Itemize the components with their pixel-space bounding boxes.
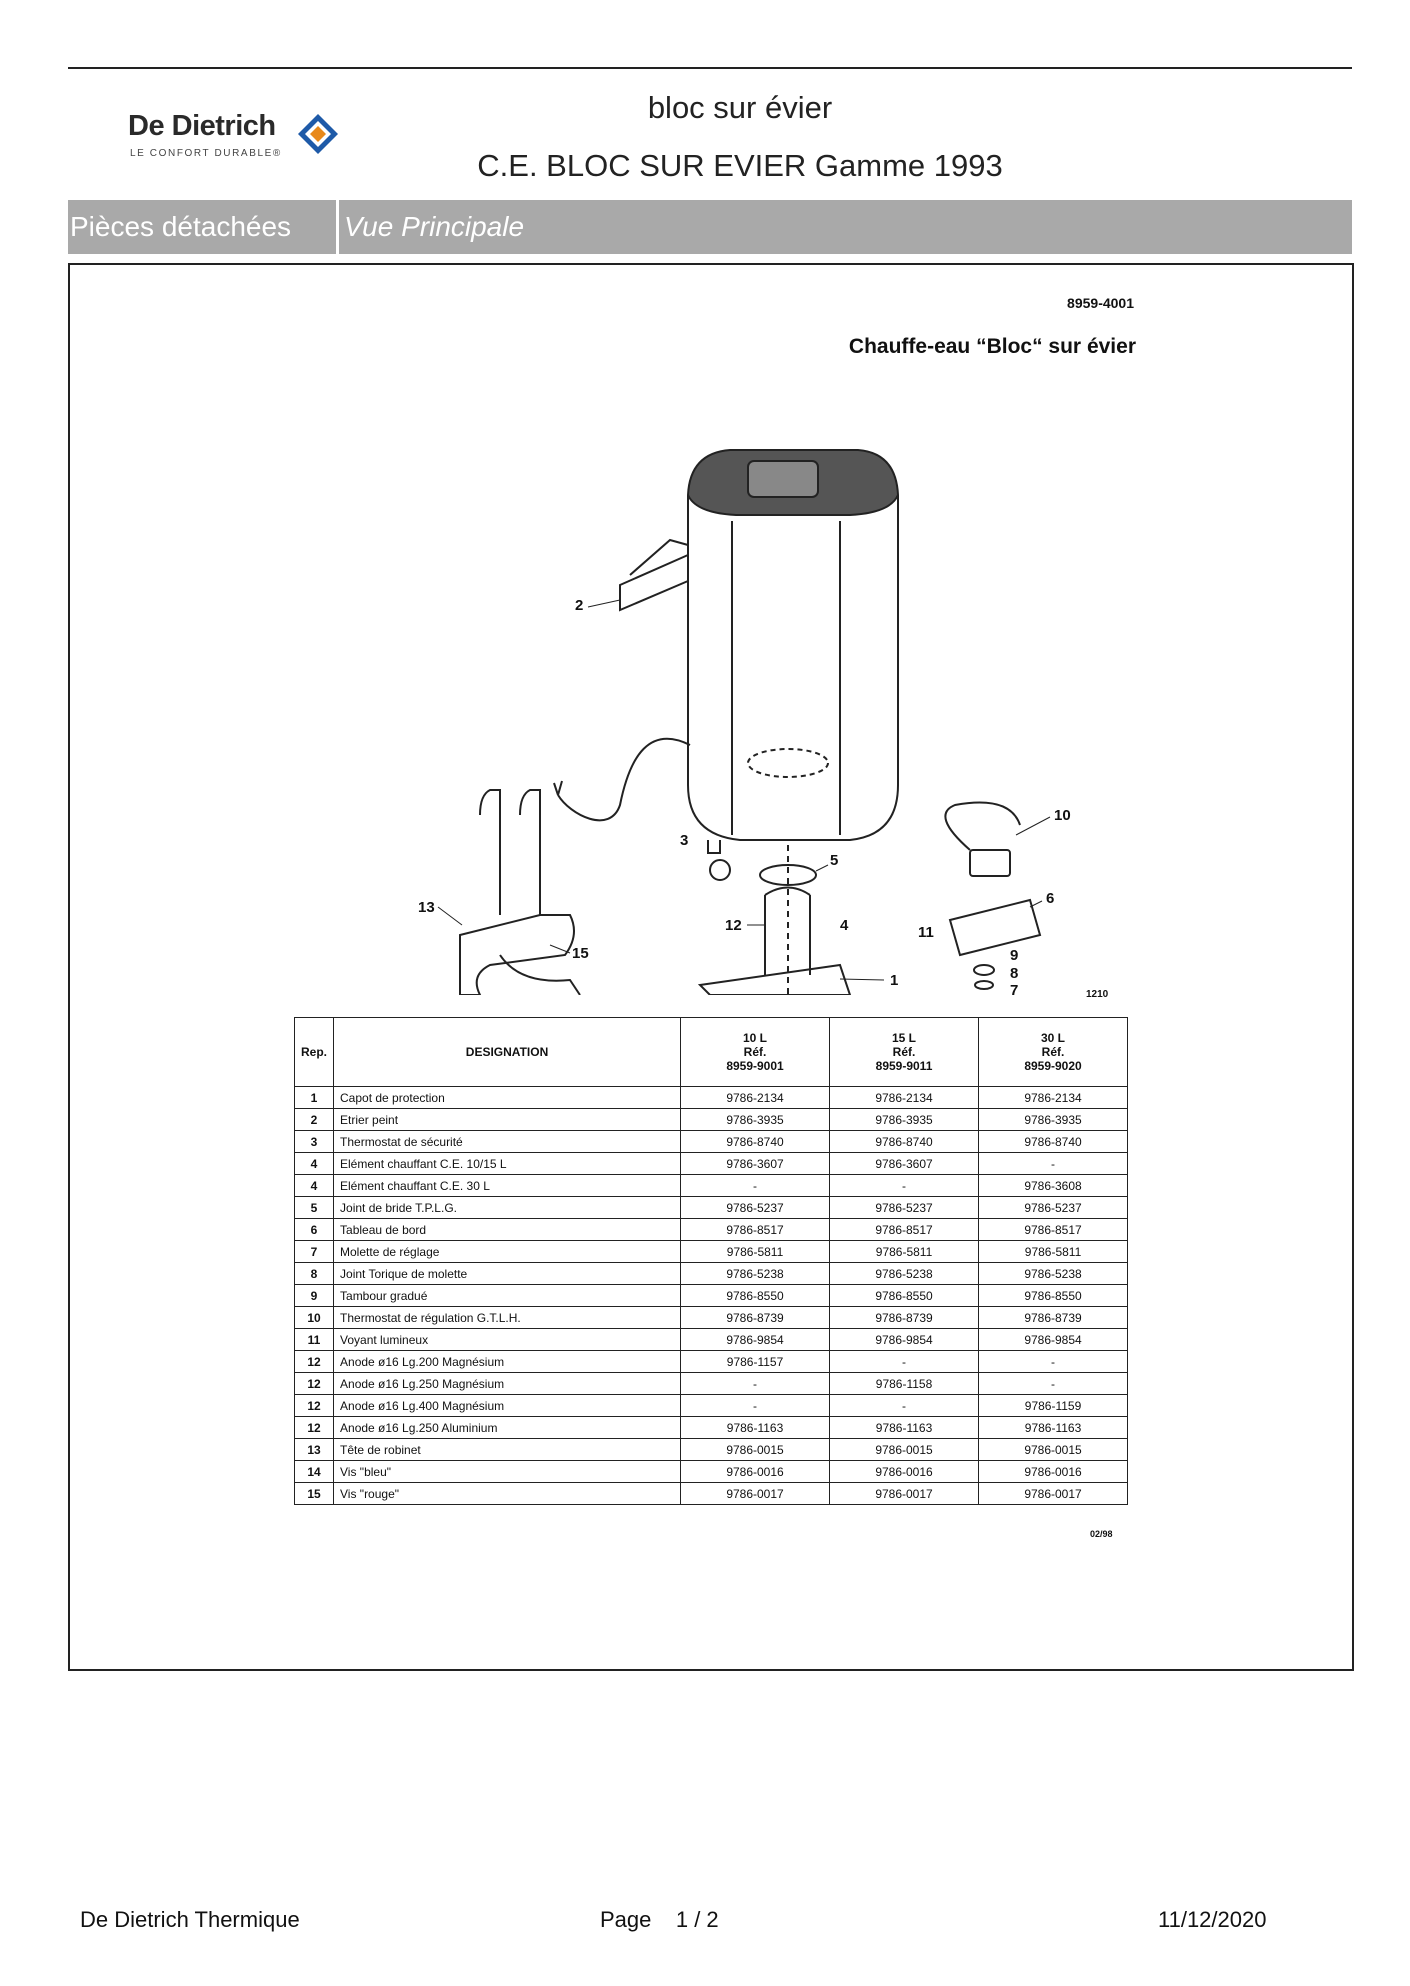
col-30l xyxy=(979,1018,1128,1087)
col-designation: DESIGNATION xyxy=(334,1018,681,1087)
col-ref-label: Réf. xyxy=(892,1045,916,1059)
cell-ref-15l: 9786-0017 xyxy=(830,1483,979,1505)
table-row xyxy=(295,1483,1128,1505)
section-label: Pièces détachées xyxy=(70,211,292,242)
document-title: Chauffe-eau “Bloc“ sur évier xyxy=(848,335,1136,358)
footer-page-number: 1 / 2 xyxy=(675,1907,719,1932)
cell-rep: 12 xyxy=(295,1351,334,1373)
cell-ref-10l: 9786-0015 xyxy=(681,1439,830,1461)
protective-cap xyxy=(700,965,850,995)
cell-designation: Vis "bleu" xyxy=(334,1461,681,1483)
logo-tagline: LE CONFORT DURABLE® xyxy=(130,148,282,159)
cell-rep: 4 xyxy=(295,1175,334,1197)
callout-2: 2 xyxy=(575,597,584,614)
cell-designation: Anode ø16 Lg.250 Magnésium xyxy=(334,1373,681,1395)
cell-rep: 12 xyxy=(295,1395,334,1417)
cell-ref-10l: 9786-1163 xyxy=(681,1417,830,1439)
cell-ref-30l: 9786-3608 xyxy=(979,1175,1128,1197)
col-10l xyxy=(681,1018,830,1087)
cell-ref-10l: - xyxy=(681,1373,830,1395)
table-row xyxy=(295,1241,1128,1263)
callout-1: 1 xyxy=(890,972,899,989)
cell-designation: Joint Torique de molette xyxy=(334,1263,681,1285)
table-row xyxy=(295,1461,1128,1483)
page-subtitle: C.E. BLOC SUR EVIER Gamme 1993 xyxy=(477,148,1003,183)
section-divider xyxy=(336,200,339,254)
exploded-view-diagram xyxy=(370,395,1150,995)
cell-designation: Capot de protection xyxy=(334,1087,681,1109)
cell-ref-15l: 9786-1163 xyxy=(830,1417,979,1439)
cell-ref-10l: 9786-8517 xyxy=(681,1219,830,1241)
diagram-code: 1210 xyxy=(1086,989,1109,1000)
callout-15: 15 xyxy=(572,945,589,962)
callout-9: 9 xyxy=(1010,947,1019,964)
cell-ref-10l: 9786-3935 xyxy=(681,1109,830,1131)
cell-rep: 9 xyxy=(295,1285,334,1307)
cell-ref-10l: 9786-2134 xyxy=(681,1087,830,1109)
cell-rep: 15 xyxy=(295,1483,334,1505)
cell-rep: 2 xyxy=(295,1109,334,1131)
col-ref: 8959-9011 xyxy=(875,1059,933,1073)
callout-7: 7 xyxy=(1010,982,1019,995)
tap-pipes xyxy=(480,790,540,915)
cell-rep: 10 xyxy=(295,1307,334,1329)
cell-rep: 5 xyxy=(295,1197,334,1219)
parts-sheet xyxy=(68,263,1354,1671)
cell-ref-30l: 9786-9854 xyxy=(979,1329,1128,1351)
cell-ref-15l: - xyxy=(830,1395,979,1417)
col-15l xyxy=(830,1018,979,1087)
cell-ref-30l: 9786-3935 xyxy=(979,1109,1128,1131)
cell-ref-30l: 9786-1159 xyxy=(979,1395,1128,1417)
cell-ref-15l: 9786-3607 xyxy=(830,1153,979,1175)
table-row xyxy=(295,1395,1128,1417)
col-ref-label: Réf. xyxy=(1041,1045,1065,1059)
bracket xyxy=(620,555,688,610)
table-row xyxy=(295,1329,1128,1351)
callout-13: 13 xyxy=(418,899,435,916)
cell-ref-30l: 9786-0017 xyxy=(979,1483,1128,1505)
cell-designation: Elément chauffant C.E. 30 L xyxy=(334,1175,681,1197)
cell-ref-15l: 9786-8740 xyxy=(830,1131,979,1153)
top-rule xyxy=(68,67,1352,69)
cell-rep: 14 xyxy=(295,1461,334,1483)
cell-designation: Thermostat de sécurité xyxy=(334,1131,681,1153)
cell-rep: 1 xyxy=(295,1087,334,1109)
cell-designation: Anode ø16 Lg.250 Aluminium xyxy=(334,1417,681,1439)
heater-body xyxy=(688,495,898,840)
cell-designation: Voyant lumineux xyxy=(334,1329,681,1351)
cell-ref-10l: 9786-8740 xyxy=(681,1131,830,1153)
cell-ref-15l: 9786-5237 xyxy=(830,1197,979,1219)
footer-pagination xyxy=(600,1907,719,1933)
cell-ref-30l: - xyxy=(979,1153,1128,1175)
power-cable xyxy=(558,739,690,821)
cell-ref-10l: - xyxy=(681,1395,830,1417)
page-title: bloc sur évier xyxy=(647,90,833,125)
cell-ref-30l: 9786-0015 xyxy=(979,1439,1128,1461)
cell-designation: Tableau de bord xyxy=(334,1219,681,1241)
cell-ref-15l: 9786-0016 xyxy=(830,1461,979,1483)
footer-date: 11/12/2020 xyxy=(1158,1907,1267,1932)
cell-designation: Anode ø16 Lg.400 Magnésium xyxy=(334,1395,681,1417)
table-row xyxy=(295,1417,1128,1439)
cell-rep: 12 xyxy=(295,1417,334,1439)
cell-rep: 13 xyxy=(295,1439,334,1461)
cell-ref-10l: 9786-9854 xyxy=(681,1329,830,1351)
footer-page-label: Page xyxy=(600,1907,652,1932)
cell-designation: Joint de bride T.P.L.G. xyxy=(334,1197,681,1219)
cell-ref-30l: 9786-5237 xyxy=(979,1197,1128,1219)
table-row xyxy=(295,1307,1128,1329)
cell-designation: Tambour gradué xyxy=(334,1285,681,1307)
col-rep: Rep. xyxy=(295,1018,334,1087)
cell-ref-15l: 9786-3935 xyxy=(830,1109,979,1131)
cell-designation: Elément chauffant C.E. 10/15 L xyxy=(334,1153,681,1175)
cell-ref-30l: 9786-0016 xyxy=(979,1461,1128,1483)
table-row xyxy=(295,1197,1128,1219)
cell-designation: Molette de réglage xyxy=(334,1241,681,1263)
cell-ref-15l: 9786-8550 xyxy=(830,1285,979,1307)
cell-ref-10l: 9786-5238 xyxy=(681,1263,830,1285)
cell-rep: 12 xyxy=(295,1373,334,1395)
logo-name: De Dietrich xyxy=(128,110,276,142)
table-row xyxy=(295,1175,1128,1197)
cell-ref-10l: 9786-8550 xyxy=(681,1285,830,1307)
cell-ref-30l: 9786-2134 xyxy=(979,1087,1128,1109)
table-row xyxy=(295,1109,1128,1131)
cell-ref-30l: 9786-8550 xyxy=(979,1285,1128,1307)
cell-ref-15l: - xyxy=(830,1351,979,1373)
cell-rep: 6 xyxy=(295,1219,334,1241)
cell-rep: 7 xyxy=(295,1241,334,1263)
table-row xyxy=(295,1131,1128,1153)
table-row xyxy=(295,1087,1128,1109)
col-volume: 10 L xyxy=(743,1031,768,1045)
cell-ref-30l: - xyxy=(979,1351,1128,1373)
col-ref-label: Réf. xyxy=(743,1045,767,1059)
cell-ref-15l: 9786-2134 xyxy=(830,1087,979,1109)
tap-body xyxy=(460,915,574,995)
section-bar xyxy=(68,200,1352,254)
cell-designation: Thermostat de régulation G.T.L.H. xyxy=(334,1307,681,1329)
parts-table xyxy=(294,1017,1128,1505)
cell-rep: 3 xyxy=(295,1131,334,1153)
footer-company: De Dietrich Thermique xyxy=(80,1907,300,1932)
cell-ref-30l: 9786-8739 xyxy=(979,1307,1128,1329)
cell-ref-15l: 9786-5238 xyxy=(830,1263,979,1285)
view-label: Vue Principale xyxy=(344,211,525,242)
cell-designation: Vis "rouge" xyxy=(334,1483,681,1505)
cell-ref-10l: - xyxy=(681,1175,830,1197)
cell-ref-10l: 9786-0017 xyxy=(681,1483,830,1505)
cell-ref-15l: 9786-5811 xyxy=(830,1241,979,1263)
cell-ref-10l: 9786-3607 xyxy=(681,1153,830,1175)
col-ref: 8959-9020 xyxy=(1024,1059,1082,1073)
callout-3: 3 xyxy=(680,832,689,849)
table-row xyxy=(295,1263,1128,1285)
callout-5: 5 xyxy=(830,852,839,869)
cell-designation: Tête de robinet xyxy=(334,1439,681,1461)
cell-ref-30l: 9786-8740 xyxy=(979,1131,1128,1153)
col-ref: 8959-9001 xyxy=(726,1059,784,1073)
cell-ref-30l: - xyxy=(979,1373,1128,1395)
cell-ref-10l: 9786-5237 xyxy=(681,1197,830,1219)
callout-4: 4 xyxy=(840,917,849,934)
callout-11: 11 xyxy=(918,924,934,941)
table-row xyxy=(295,1439,1128,1461)
cell-ref-15l: - xyxy=(830,1175,979,1197)
table-row xyxy=(295,1373,1128,1395)
cell-rep: 11 xyxy=(295,1329,334,1351)
cell-rep: 8 xyxy=(295,1263,334,1285)
cell-rep: 4 xyxy=(295,1153,334,1175)
cell-ref-10l: 9786-0016 xyxy=(681,1461,830,1483)
cell-ref-15l: 9786-0015 xyxy=(830,1439,979,1461)
cell-ref-15l: 9786-8739 xyxy=(830,1307,979,1329)
cell-ref-30l: 9786-1163 xyxy=(979,1417,1128,1439)
cell-ref-10l: 9786-1157 xyxy=(681,1351,830,1373)
col-volume: 30 L xyxy=(1041,1031,1066,1045)
cell-ref-10l: 9786-5811 xyxy=(681,1241,830,1263)
col-volume: 15 L xyxy=(892,1031,917,1045)
table-header-row xyxy=(295,1018,1128,1087)
cell-ref-10l: 9786-8739 xyxy=(681,1307,830,1329)
table-row xyxy=(295,1153,1128,1175)
revision-date: 02/98 xyxy=(1090,1529,1113,1539)
callout-10: 10 xyxy=(1054,807,1071,824)
dashboard xyxy=(950,900,1040,955)
callout-6: 6 xyxy=(1046,890,1055,907)
cell-designation: Anode ø16 Lg.200 Magnésium xyxy=(334,1351,681,1373)
cell-ref-30l: 9786-5811 xyxy=(979,1241,1128,1263)
table-row xyxy=(295,1351,1128,1373)
callout-12: 12 xyxy=(725,917,742,934)
parts-table-body xyxy=(295,1087,1128,1505)
cell-ref-15l: 9786-9854 xyxy=(830,1329,979,1351)
cell-designation: Etrier peint xyxy=(334,1109,681,1131)
table-row xyxy=(295,1219,1128,1241)
cell-ref-15l: 9786-1158 xyxy=(830,1373,979,1395)
callout-8: 8 xyxy=(1010,965,1019,982)
document-number: 8959-4001 xyxy=(1067,295,1134,311)
table-row xyxy=(295,1285,1128,1307)
cell-ref-30l: 9786-8517 xyxy=(979,1219,1128,1241)
cell-ref-30l: 9786-5238 xyxy=(979,1263,1128,1285)
cell-ref-15l: 9786-8517 xyxy=(830,1219,979,1241)
